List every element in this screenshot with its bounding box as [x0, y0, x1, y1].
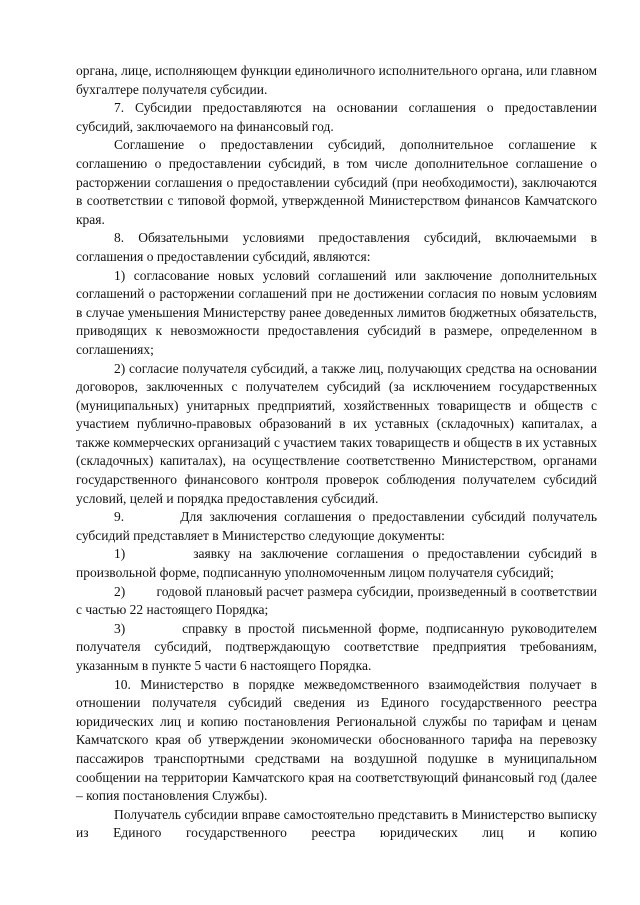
paragraph-10-continued: Получатель субсидии вправе самостоятельно представить в Министерство выписку из Единого государственного реестра юридических лиц и копию	[76, 806, 597, 841]
document-page	[76, 62, 601, 843]
paragraph-9-item-2: 2) годовой плановый расчет размера субсидии, произведенный в соответствии с частью 22 настоящего Порядка;	[76, 583, 601, 618]
paragraph-9-item-1: 1) заявку на заключение соглашения о предоставлении субсидий в произвольной форме, подписанную уполномоченным лицом получателя субсидий;	[76, 546, 601, 581]
paragraph-agreement: Соглашение о предоставлении субсидий, дополнительное соглашение к соглашению о предоставлении субсидий, в том числе дополнительное соглашение о расторжении соглашения о предоставлении субсидий (при необходимости), заключаются в соответствии с типовой формой, утвержденной Министерством финансов Камчатского края.	[76, 137, 597, 227]
paragraph-10: 10. Министерство в порядке межведомственного взаимодействия получает в отношении получателя субсидий сведения из Единого государственного реестра юридических лиц и копию постановления Региональной службы по тарифам и ценам Камчатского края об утверждении экономически обоснованного тарифа на перевозку пассажиров транспортными средствами на воздушной подушке в муниципальном сообщении на территории Камчатского края на соответствующий финансовый год (далее – копия постановления Службы).	[76, 676, 597, 804]
paragraph-8-item-2: 2) согласие получателя субсидий, а также лиц, получающих средства на основании договоров, заключенных с получателем субсидий (за исключением государственных (муниципальных) унитарных предприятий, хозяйственных товариществ и обществ с участием публично-правовых образований в их уставных (складочных) капиталах, а также коммерческих организаций с участием таких товариществ и обществ в их уставных (складочных) капиталах), на осуществление соответственно Министерством, органами государственного финансового контроля проверок соблюдения получателем субсидий условий, целей и порядка предоставления субсидий.	[76, 360, 597, 506]
paragraph-9: 9. Для заключения соглашения о предоставлении субсидий получатель субсидий представляет в Министерство следующие документы:	[76, 509, 601, 543]
paragraph-8: 8. Обязательными условиями предоставления субсидий, включаемыми в соглашения о предоставлении субсидий, являются:	[76, 230, 597, 264]
paragraph-7: 7. Субсидии предоставляются на основании соглашения о предоставлении субсидий, заключаемого на финансовый год.	[76, 100, 597, 134]
paragraph-1: органа, лице, исполняющем функции единоличного исполнительного органа, или главном бухгалтере получателя субсидии.	[76, 63, 597, 97]
paragraph-9-item-3: 3) справку в простой письменной форме, подписанную руководителем получателя субсидий, подтверждающую соответствие предприятия требованиям, указанным в пункте 5 части 6 настоящего Порядка.	[76, 620, 601, 673]
paragraph-8-item-1: 1) согласование новых условий соглашений или заключение дополнительных соглашений о расторжении соглашений при не достижении согласия по новым условиям в случае уменьшения Министерству ранее доведенных лимитов бюджетных обязательств, приводящих к невозможности предоставления субсидий в размере, определенном в соглашениях;	[76, 267, 597, 357]
